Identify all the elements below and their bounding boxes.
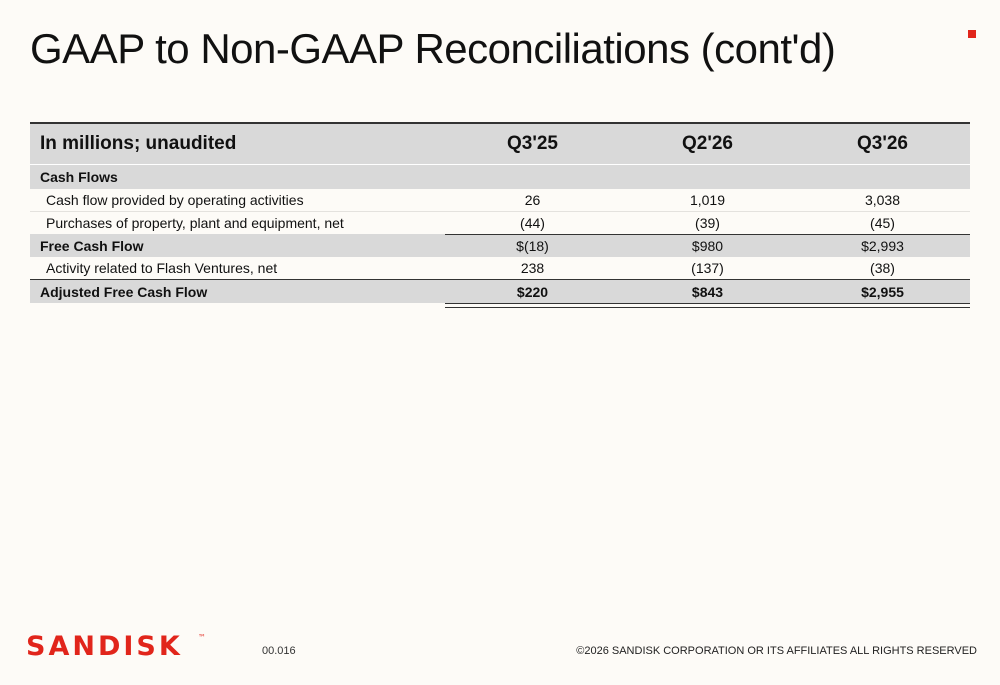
header-label: In millions; unaudited (40, 133, 237, 154)
cell-value: 1,019 (689, 192, 726, 208)
cell-value: $220 (516, 283, 549, 300)
section-row-cash-flows (30, 164, 970, 189)
cell-value: (39) (695, 215, 720, 231)
row-label: Purchases of property, plant and equipment, net (46, 215, 344, 231)
subtotal-row-free-cash-flow (30, 234, 970, 257)
cell-value: 238 (520, 260, 545, 276)
row-label: Free Cash Flow (40, 237, 144, 254)
copyright-notice: ©2026 SANDISK CORPORATION OR ITS AFFILIATES ALL RIGHTS RESERVED (576, 645, 977, 657)
cell-value: $980 (691, 237, 724, 254)
subtotal-rule (445, 234, 970, 235)
total-double-rule (445, 303, 970, 308)
row-label: Cash flow provided by operating activities (46, 192, 304, 208)
cell-value: (38) (870, 260, 895, 276)
cell-value: $(18) (516, 237, 549, 254)
cell-value: 26 (524, 192, 541, 208)
trademark-mark: ™ (198, 633, 206, 642)
table-row (30, 189, 970, 212)
cell-value: (45) (870, 215, 895, 231)
page-number: 00.016 (262, 645, 296, 657)
cell-value: (137) (691, 260, 724, 276)
cell-value: 3,038 (864, 192, 901, 208)
row-label: Activity related to Flash Ventures, net (46, 260, 278, 276)
table-header-row (30, 124, 970, 164)
table-row (30, 257, 970, 279)
accent-square (968, 30, 976, 38)
total-row-adjusted-free-cash-flow (30, 279, 970, 303)
logo-wordmark: SANDISK (26, 632, 183, 658)
column-header: Q2'26 (682, 133, 733, 154)
row-label: Adjusted Free Cash Flow (40, 283, 208, 300)
cell-value: (44) (520, 215, 545, 231)
sandisk-logo (26, 632, 211, 658)
table-row (30, 212, 970, 234)
reconciliation-table (30, 122, 970, 303)
section-label: Cash Flows (40, 169, 118, 185)
cell-value: $843 (691, 283, 724, 300)
page-title: GAAP to Non-GAAP Reconciliations (cont'd) (30, 25, 836, 72)
cell-value: $2,955 (861, 283, 904, 300)
column-header: Q3'26 (857, 133, 908, 154)
cell-value: $2,993 (861, 237, 904, 254)
column-header: Q3'25 (507, 133, 558, 154)
